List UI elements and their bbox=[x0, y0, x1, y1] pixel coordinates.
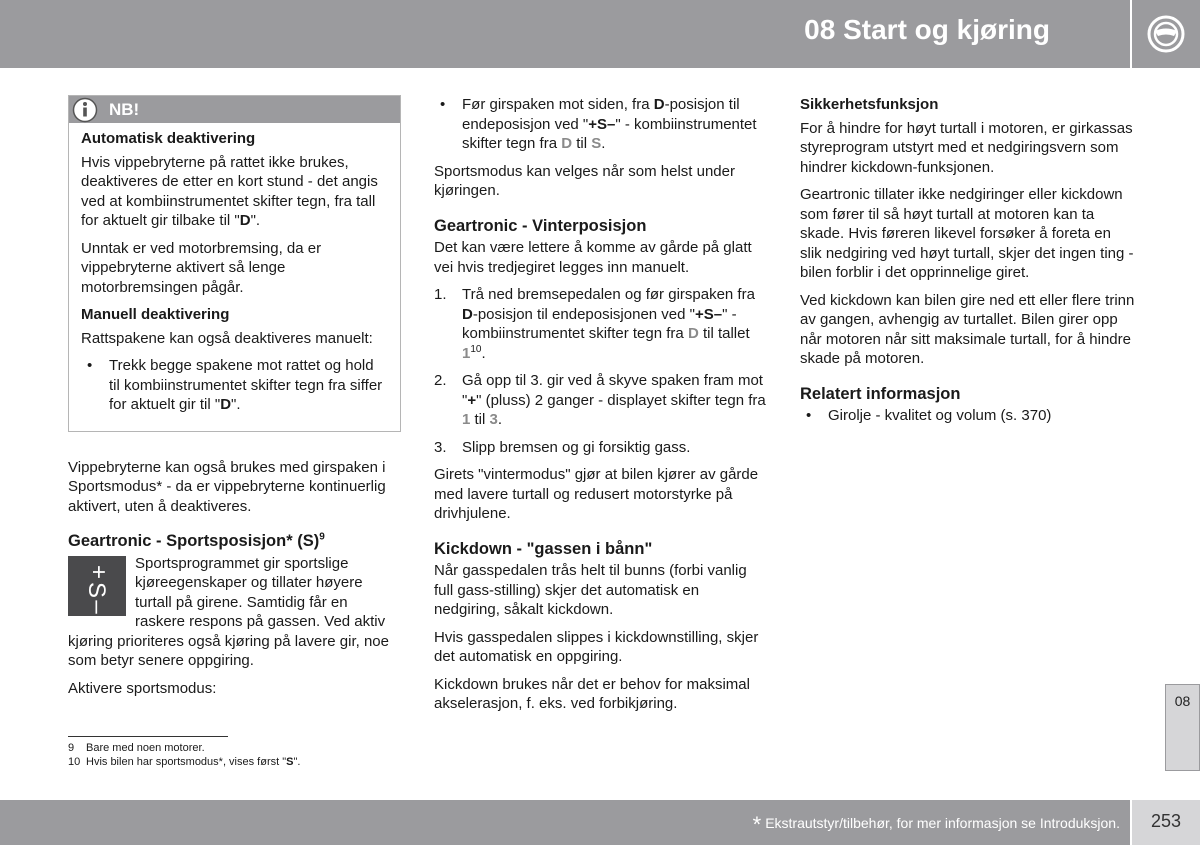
note-label: NB! bbox=[109, 100, 140, 119]
sport-select-text: Sportsmodus kan velges når som helst under kjøringen. bbox=[434, 162, 735, 199]
related-info-link[interactable]: • Girolje - kvalitet og volum (s. 370) bbox=[800, 406, 1135, 426]
info-icon bbox=[72, 97, 98, 123]
safety-text-1: For å hindre for høyt turtall i motoren, er girkassas styreprogram utstyrt med et nedgiringsvern som hindrer kickdown-funksjonen. bbox=[800, 119, 1133, 176]
paddle-sport-text: Vippebryterne kan også brukes med girspaken i Sportsmodus* - da er vippebryterne kontinuerlig aktivert, uten å deaktiveres. bbox=[68, 458, 386, 515]
footnote-10: 10 Hvis bilen har sportsmodus*, vises først "S". bbox=[68, 756, 301, 768]
chapter-title: 08 Start og kjøring bbox=[804, 14, 1050, 45]
sport-activate-bullet: • Før girspaken mot siden, fra D-posisjon til endeposisjon ved "+S–" - kombiinstrumentet skifter tegn fra D til S. bbox=[434, 95, 768, 154]
note-body bbox=[69, 123, 400, 431]
note-box bbox=[68, 95, 401, 432]
footnote-divider bbox=[68, 736, 228, 737]
svg-text:–: – bbox=[84, 599, 111, 614]
auto-deactivation-text: Hvis vippebryterne på rattet ikke brukes, deaktiveres de etter en kort stund - det angis ved at kombiinstrumentet skifter tegn, fra tall for aktuelt gir tilbake til "D". bbox=[81, 153, 378, 229]
manual-deactivation-text: Rattspakene kan også deaktiveres manuelt: bbox=[81, 329, 373, 347]
chapter-tab[interactable]: 08 bbox=[1165, 684, 1200, 771]
column-1 bbox=[68, 95, 401, 706]
winter-step-2: 2. Gå opp til 3. gir ved å skyve spaken fram mot "+" (pluss) 2 ganger - displayet skifter tegn fra 1 til 3. bbox=[434, 372, 766, 428]
column-3 bbox=[800, 95, 1135, 434]
kickdown-heading: Kickdown - "gassen i bånn" bbox=[434, 539, 653, 558]
winter-intro-text: Det kan være lettere å komme av gårde på glatt vei hvis tredjegiret legges inn manuelt. bbox=[434, 239, 752, 276]
safety-text-3: Ved kickdown kan bilen gire ned ett eller flere trinn av gangen, avhengig av turtallet. Bilen girer opp når motoren når sitt maksimale turtall, for å hindre skade på motoren. bbox=[800, 291, 1135, 367]
related-info-heading: Relatert informasjon bbox=[800, 384, 961, 403]
safety-text-2: Geartronic tillater ikke nedgiringer eller kickdown som fører til så høyt turtall at motoren kan ta skade. Hvis føreren likevel forsøker å foreta en slik nedgiring ved høyt turtall, skjer det ingen ting - bilen forblir i det opprinnelige giret. bbox=[800, 186, 1134, 281]
svg-text:+: + bbox=[85, 564, 112, 579]
footnote-9: 9 Bare med noen motorer. bbox=[68, 742, 205, 754]
winter-step-1: 1. Trå ned bremsepedalen og før girspaken fra D-posisjon til endeposisjonen ved "+S–" - kombiinstrumentet skifter tegn fra D til tallet $1^{10}$. bbox=[434, 286, 755, 362]
winter-position-heading: Geartronic - Vinterposisjon bbox=[434, 216, 647, 235]
winter-mode-text: Girets "vintermodus" gjør at bilen kjører av gårde med lavere turtall og redusert motorstyrke på drivhjulene. bbox=[434, 466, 759, 522]
kickdown-text-1: Når gasspedalen trås helt til bunns (forbi vanlig full gass-stilling) skjer det automatisk en nedgiring, såkalt kickdown. bbox=[434, 562, 747, 618]
kickdown-text-3: Kickdown brukes når det er behov for maksimal akselerasjon, f. eks. ved forbikjøring. bbox=[434, 675, 750, 712]
manual-deactivation-heading: Manuell deaktivering bbox=[81, 306, 230, 323]
column-2 bbox=[434, 95, 768, 722]
sport-mode-icon bbox=[68, 556, 126, 616]
page-number: 253 bbox=[1132, 800, 1200, 845]
header-bar bbox=[0, 0, 1130, 68]
manual-deactivation-bullet: • Trekk begge spakene mot rattet og hold til kombiinstrumentet skifter tegn fra siffer for aktuelt gir til "D". bbox=[81, 356, 388, 415]
sport-position-heading: Geartronic - Sportsposisjon* $(S)^9$ bbox=[68, 531, 325, 550]
auto-deactivation-heading: Automatisk deaktivering bbox=[81, 130, 256, 147]
sport-description: Sportsprogrammet gir sportslige kjøreegenskaper og tillater høyere turtall på girene. Samtidig får en raskere respons på gassen. Ved aktiv kjøring prioriteres også kjøring på lavere gir, noe som betyr senere oppgiring. bbox=[68, 554, 389, 669]
accessory-note: * Ekstrautstyr/tilbehør, for mer informasjon se Introduksjon. bbox=[752, 812, 1120, 837]
footnotes bbox=[68, 736, 300, 769]
note-box-header bbox=[69, 96, 400, 123]
chapter-icon-box bbox=[1132, 0, 1200, 68]
footer-bar bbox=[0, 800, 1130, 845]
safety-heading: Sikkerhetsfunksjon bbox=[800, 96, 939, 113]
activate-sport-text: Aktivere sportsmodus: bbox=[68, 679, 217, 697]
svg-text:S: S bbox=[83, 581, 110, 598]
winter-step-3: 3. Slipp bremsen og gi forsiktig gass. bbox=[434, 438, 691, 456]
kickdown-text-2: Hvis gasspedalen slippes i kickdownstilling, skjer det automatisk en oppgiring. bbox=[434, 628, 759, 665]
sport-section bbox=[68, 554, 401, 671]
engine-braking-text: Unntak er ved motorbremsing, da er vippebryterne aktivert så lenge motorbremsingen pågår. bbox=[81, 239, 322, 296]
steering-wheel-icon bbox=[1146, 14, 1186, 54]
